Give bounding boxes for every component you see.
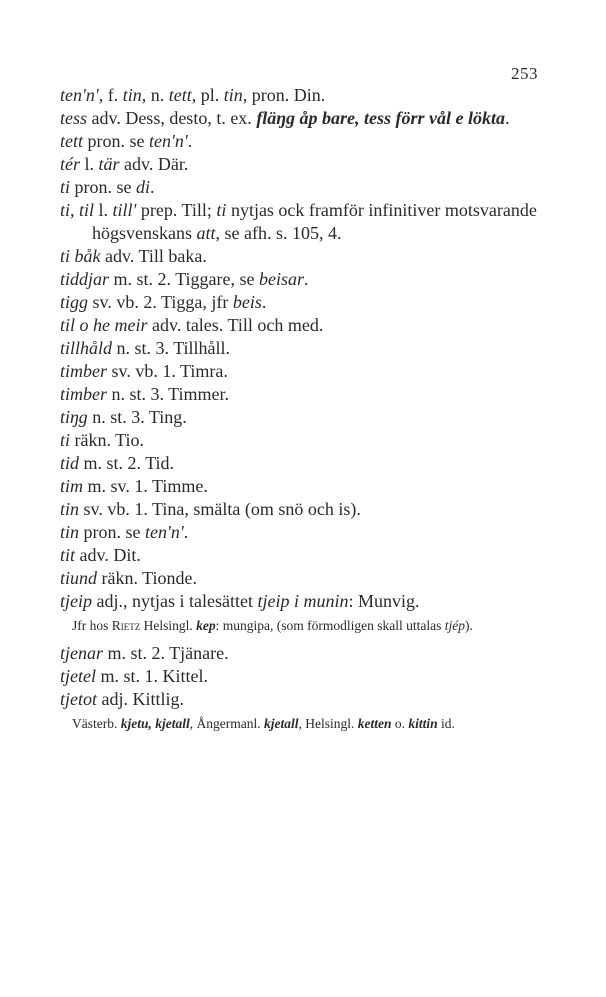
entry-text: . — [187, 131, 193, 151]
italic-term: ten'n' — [149, 131, 188, 151]
headword: timber — [60, 384, 107, 404]
dictionary-entry — [60, 107, 546, 130]
headword: ti — [60, 177, 71, 197]
headword: tim — [60, 476, 84, 496]
example-phrase: kittin — [408, 716, 438, 731]
example-phrase: ketten — [357, 716, 392, 731]
headword: tin — [60, 499, 80, 519]
entry-text: ). — [464, 618, 473, 633]
entry-text: adj., nytjas i talesättet — [92, 591, 258, 611]
example-phrase: kep — [196, 618, 216, 633]
entry-text: m. st. 2. Tiggare, se — [109, 269, 260, 289]
entry-text: pron. se — [70, 177, 137, 197]
author-name: Rietz — [111, 618, 141, 633]
entry-text: m. st. 2. Tjänare. — [103, 643, 229, 663]
entry-text: : Munvig. — [348, 591, 420, 611]
entry-text: räkn. Tio. — [70, 430, 145, 450]
headword: ti — [60, 430, 71, 450]
entry-text: l. — [80, 154, 99, 174]
entry-text: m. st. 2. Tid. — [79, 453, 175, 473]
italic-term: tin — [223, 85, 243, 105]
dictionary-entry — [60, 429, 546, 452]
italic-term: tjép — [444, 618, 465, 633]
entry-text: pron. se — [83, 131, 149, 151]
italic-term: tin — [122, 85, 142, 105]
entry-note — [60, 616, 546, 636]
dictionary-entry — [60, 314, 546, 337]
headword: ti, til — [60, 200, 95, 220]
example-phrase: kjetall — [263, 716, 299, 731]
dictionary-entry — [60, 383, 546, 406]
headword: tiddjar — [60, 269, 110, 289]
headword: tjetel — [60, 666, 96, 686]
entry-text: , f. — [98, 85, 123, 105]
entry-text: pron. se — [79, 522, 146, 542]
dictionary-entry — [60, 291, 546, 314]
dictionary-entry — [60, 521, 546, 544]
entry-text: adv. Där. — [119, 154, 189, 174]
headword: tett — [60, 131, 83, 151]
italic-term: ten'n' — [145, 522, 184, 542]
dictionary-entry — [60, 406, 546, 429]
entry-text: adv. Dit. — [75, 545, 141, 565]
headword: tigg — [60, 292, 89, 312]
entry-text: m. sv. 1. Timme. — [83, 476, 208, 496]
page-number: 253 — [511, 64, 538, 83]
dictionary-entry — [60, 567, 546, 590]
entry-text: adv. Till baka. — [100, 246, 207, 266]
dictionary-entry — [60, 176, 546, 199]
entry-text: n. st. 3. Ting. — [87, 407, 187, 427]
italic-term: beisar — [259, 269, 305, 289]
entry-text: Jfr hos — [72, 618, 112, 633]
dictionary-entry — [60, 84, 546, 107]
entry-text: l. — [94, 200, 113, 220]
entry-text: id. — [437, 716, 455, 731]
entry-text: : mungipa, (som förmodligen skall uttalas — [215, 618, 445, 633]
italic-term: tett — [168, 85, 192, 105]
dictionary-entries — [60, 84, 546, 740]
entry-text: , Ångermanl. — [189, 716, 264, 731]
italic-term: att — [196, 223, 216, 243]
entry-text: nytjas ock framför infinitiver motsvarande högsvenskans — [92, 200, 537, 243]
entry-text: sv. vb. 2. Tigga, jfr — [88, 292, 233, 312]
dictionary-entry — [60, 688, 546, 711]
headword: tjetot — [60, 689, 97, 709]
entry-text: räkn. Tionde. — [97, 568, 198, 588]
italic-term: beis — [232, 292, 262, 312]
entry-text: . — [261, 292, 267, 312]
headword: timber — [60, 361, 107, 381]
headword: tess — [60, 108, 87, 128]
entry-text: . — [150, 177, 155, 197]
dictionary-entry — [60, 544, 546, 567]
dictionary-entry — [60, 268, 546, 291]
entry-text: , se afh. s. 105, 4. — [215, 223, 342, 243]
dictionary-entry — [60, 590, 546, 613]
example-phrase: kjetu, kjetall — [120, 716, 190, 731]
italic-term: ti — [216, 200, 227, 220]
entry-text: . — [505, 108, 510, 128]
headword: tjenar — [60, 643, 103, 663]
entry-text: adv. Dess, desto, t. ex. — [87, 108, 257, 128]
entry-text: n. st. 3. Tillhåll. — [112, 338, 231, 358]
dictionary-entry — [60, 498, 546, 521]
example-phrase: fläŋg åp bare, tess förr vål e lökta — [256, 108, 506, 128]
entry-text: , pron. Din. — [242, 85, 326, 105]
headword: tiund — [60, 568, 98, 588]
dictionary-entry — [60, 475, 546, 498]
headword: tiŋg — [60, 407, 88, 427]
entry-text: , pl. — [191, 85, 224, 105]
dictionary-entry — [60, 337, 546, 360]
entry-text: m. st. 1. Kittel. — [95, 666, 208, 686]
entry-text: , n. — [141, 85, 169, 105]
entry-text: n. st. 3. Timmer. — [107, 384, 230, 404]
italic-term: tjeip i munin — [257, 591, 349, 611]
headword: tit — [60, 545, 76, 565]
dictionary-entry — [60, 360, 546, 383]
headword: ten'n' — [60, 85, 99, 105]
headword: tin — [60, 522, 80, 542]
entry-note — [60, 714, 546, 734]
entry-text: sv. vb. 1. Timra. — [107, 361, 228, 381]
dictionary-entry — [60, 245, 546, 268]
entry-text: , Helsingl. — [298, 716, 358, 731]
headword: tjeip — [60, 591, 92, 611]
dictionary-entry — [60, 199, 546, 245]
entry-text: adv. tales. Till och med. — [147, 315, 324, 335]
entry-text: prep. Till; — [136, 200, 217, 220]
italic-term: tär — [98, 154, 120, 174]
headword: tér — [60, 154, 80, 174]
entry-text: Helsingl. — [140, 618, 197, 633]
headword: tid — [60, 453, 80, 473]
entry-text: . — [183, 522, 189, 542]
dictionary-entry — [60, 452, 546, 475]
entry-text: sv. vb. 1. Tina, smälta (om snö och is). — [79, 499, 361, 519]
italic-term: till' — [112, 200, 137, 220]
headword: ti båk — [60, 246, 101, 266]
dictionary-entry — [60, 642, 546, 665]
dictionary-entry — [60, 130, 546, 153]
headword: tillhåld — [60, 338, 113, 358]
entry-text: o. — [391, 716, 409, 731]
italic-term: di — [136, 177, 151, 197]
headword: til o he meir — [60, 315, 148, 335]
dictionary-entry — [60, 665, 546, 688]
dictionary-entry — [60, 153, 546, 176]
entry-text: . — [304, 269, 309, 289]
entry-text: Västerb. — [72, 716, 121, 731]
entry-text: adj. Kittlig. — [97, 689, 184, 709]
